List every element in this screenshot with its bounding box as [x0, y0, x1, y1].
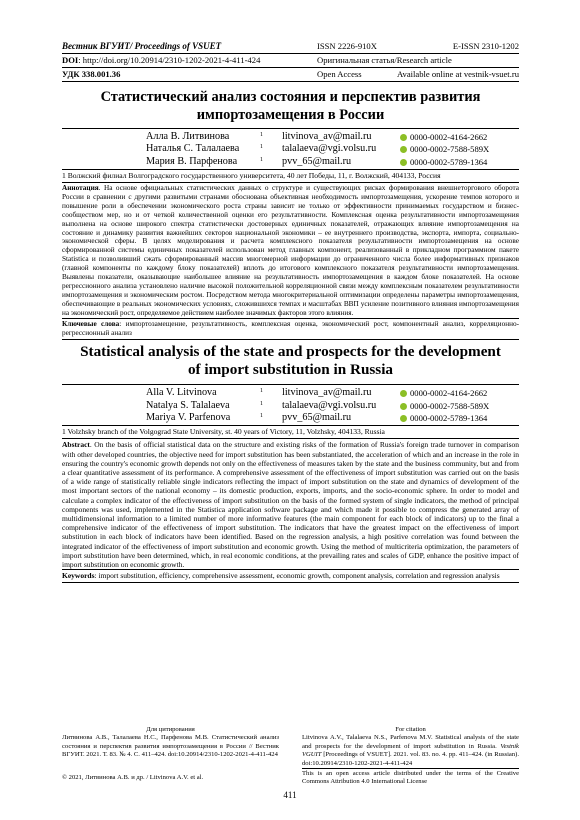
affiliation-en: 1 Volzhsky branch of the Volgograd State University, st. 40 years of Victory, 11, Volzhsky, 404133, Russia [62, 425, 519, 439]
author-affil-mark: 1 [260, 144, 263, 151]
open-access: Open Access [317, 69, 362, 79]
header-row-1 [62, 40, 519, 53]
title-rule [62, 128, 519, 129]
available-online[interactable]: Available online at vestnik-vsuet.ru [396, 69, 519, 79]
copyright: © 2021, Литвинова А.В. и др. / Litvinova A.V. et al. [62, 774, 204, 781]
author-name: Natalya S. Talalaeva [146, 399, 230, 411]
citation-text: Litvinova A.V., Talalaeva N.S., Parfenova M.V. Statistical analysis of the state and prospects for the development of import substitution in Russia. Vestnik VGUIT [Proceedings of VSUET]. 2021. vol. 83. no. 4. pp. 411–424. (in Russian). doi:10.20914/2310-1202-2021-4-411-424 [302, 734, 519, 767]
author-row [62, 412, 519, 424]
author-email[interactable]: talalaeva@vgi.volsu.ru [282, 143, 377, 155]
abstract-text: . На основе официальных статистических данных о структуре и существующих рисках формирования внешнеторгового оборота России в сравнении с другими развитыми странами обоснована объективная необходимость импортозамещения, ускорение темпов которого и повышение роли в обеспечении экономического роста страны зависит не только от эффективности принимаемых государством и бизнес-сообществом мер, но и от четкой количественной оценки его результативности. Комплексная оценка результативности импортозамещения выполнена на основе широкого спектра статистически достоверных единичных показателей, отражающих влияние импортозамещения на состояние и динамику развития важнейших секторов национальной экономики – ее внутреннего производства, экспорта, импорта, социально-экономической сферы. В целях моделирования и расчета комплексного показателя результативности импортозамещения на основе сформированной системы единичных показателей использован метод главных компонент, реализованный в прикладном программном пакете Statistica и позволивший сжать сформированный массив многомерной информации до ограниченного числа более информативных признаков (главной компоненты по каждому блоку показателей) вплоть до итогового комплексного показателя результативности импортозамещения. Выявлены показатели, оказывающие наибольшее влияние на результативность импортозамещения в каждом блоке показателей. На основе регрессионного анализа установлено наличие высокой положительной корреляционной связи между комплексным показателем результативности импортозамещения и экономическим ростом. Посредством метода многокритериальной оптимизации определены параметры импортозамещения, обеспечивающие в реальных экономических условиях, сложившихся темпах и масштабах ВВП усиление позитивного влияния импортозамещения на экономический рост, определяемое действием наиболее значимых факторов этого влияния. [62, 184, 519, 317]
citation-text: Литвинова А.В., Талалаева Н.С., Парфенова М.В. Статистический анализ состояния и перспектив развития импортозамещения в России // Вестник ВГУИТ. 2021. Т. 83. № 4. С. 411–424. doi:10.20914/2310-1202-2021-4-411-424 [62, 734, 279, 759]
keywords-en [62, 569, 519, 583]
abstract-label: Abstract [62, 440, 90, 450]
author-name: Мария В. Парфенова [146, 155, 238, 167]
keywords-label: Keywords [62, 571, 95, 581]
orcid-icon [400, 146, 407, 153]
author-affil-mark: 1 [260, 400, 263, 407]
header-rule [62, 81, 519, 82]
doi-line: DOI: http://doi.org/10.20914/2310-1202-2021-4-411-424 [62, 55, 261, 65]
author-row [62, 131, 519, 143]
article-type: Оригинальная статья/Research article [317, 55, 452, 65]
author-email[interactable]: litvinova_av@mail.ru [282, 131, 372, 142]
citation-heading: For citation [395, 726, 426, 733]
author-name: Наталья С. Талалаева [146, 143, 240, 155]
author-affil-mark: 1 [260, 156, 263, 163]
udk: УДК 338.001.36 [62, 69, 121, 79]
keywords-text: : импортозамещение, результативность, комплексная оценка, экономический рост, компонентный анализ, корреляционно-регрессионный анализ [62, 319, 519, 337]
orcid-icon [400, 390, 407, 397]
author-orcid[interactable]: 0000-0002-5789-1364 [400, 412, 487, 424]
abstract-ru [62, 184, 519, 318]
author-orcid[interactable]: 0000-0002-7588-589X [400, 400, 489, 412]
header-row-3 [62, 68, 519, 81]
title-ru: Статистический анализ состояния и перспектив развития импортозамещения в России [100, 89, 481, 123]
orcid-icon [400, 415, 407, 422]
keywords-label: Ключевые слова [62, 319, 120, 328]
license-note[interactable]: This is an open access article distributed under the terms of the Creative Commons Attribution 4.0 International License [302, 770, 519, 786]
abstract-label: Аннотация [62, 184, 99, 192]
eissn: E-ISSN 2310-1202 [452, 41, 519, 51]
author-orcid[interactable]: 0000-0002-7588-589X [400, 143, 489, 155]
author-email[interactable]: pvv_65@mail.ru [282, 412, 352, 424]
author-name: Алла В. Литвинова [146, 131, 230, 142]
author-row [62, 400, 519, 412]
author-orcid[interactable]: 0000-0002-4164-2662 [400, 387, 487, 399]
issn: ISSN 2226-910X [317, 41, 377, 51]
author-name: Mariya V. Parfenova [146, 412, 231, 424]
citation-en [302, 726, 519, 768]
author-row [62, 156, 519, 168]
title-rule [62, 384, 519, 385]
author-name: Alla V. Litvinova [146, 387, 217, 399]
doi-link[interactable]: : http://doi.org/10.20914/2310-1202-2021-4-411-424 [78, 55, 261, 65]
page-number: 411 [283, 790, 297, 800]
author-email[interactable]: talalaeva@vgi.volsu.ru [282, 399, 377, 411]
author-row [62, 387, 519, 399]
author-affil-mark: 1 [260, 132, 263, 138]
header-row-2 [62, 54, 519, 67]
author-email[interactable]: pvv_65@mail.ru [282, 155, 352, 167]
orcid-icon [400, 134, 407, 141]
authors-en [62, 387, 519, 425]
author-affil-mark: 1 [260, 388, 263, 395]
orcid-icon [400, 403, 407, 410]
article-page [62, 40, 519, 583]
keywords-text: : import substitution, efficiency, comprehensive assessment, economic growth, component analysis, correlation and regression analysis [94, 571, 500, 581]
citation-ru [62, 726, 279, 760]
author-email[interactable]: litvinova_av@mail.ru [282, 387, 372, 399]
authors-ru [62, 131, 519, 169]
keywords-ru [62, 318, 519, 341]
abstract-text: . On the basis of official statistical data on the structure and existing risks of the formation of Russia's foreign trade turnover in comparison with other developed countries, the objective need for import substitution has been substantiated, the acceleration of which and an increase in the role in ensuring the country's economic growth depends not only on the effectiveness of measures taken by the state and the business community, but and from a clear quantitative assessment of its performance. A comprehensive assessment of the effectiveness of import substitution was carried out on the basis of a wide range of statistically reliable single indicators reflecting the impact of import substitution on the state and dynamics of development of the most important sectors of the national economy – its domestic production, exports, imports, and the socio-economic sphere. In order to model and calculate a complex indicator of the effectiveness of import substitution on the basis of the formed system of single indicators, the method of principal components was used, implemented in the Statistica application software package and which made it possible to compress the generated array of multidimensional information to a limited number of more informative features (the main component for each block of indicators) up to the final a comprehensive indicator of the effectiveness of import substitution. The indicators that have the greatest impact on the effectiveness of import substitution in each block of indicators have been identified. Based on the regression analysis, a high positive correlation was found between the integrated indicator of the effectiveness of import substitution and economic growth. Using the method of multicriteria optimization, the parameters of import substitution have been determined, which, in real economic conditions, at the prevailing rates and scales of GDP, enhance the positive impact of import substitution on economic growth. [62, 440, 519, 570]
author-row [62, 143, 519, 155]
orcid-icon [400, 159, 407, 166]
author-orcid[interactable]: 0000-0002-4164-2662 [400, 131, 487, 143]
citation-heading: Для цитирования [146, 726, 195, 733]
abstract-en [62, 440, 519, 569]
author-orcid[interactable]: 0000-0002-5789-1364 [400, 156, 487, 168]
title-en: Statistical analysis of the state and prospects for the development of import substitution in Russia [80, 343, 501, 379]
journal-name: Вестник ВГУИТ/ Proceedings of VSUET [62, 41, 222, 51]
affiliation-ru: 1 Волжский филиал Волгоградского государственного университета, 40 лет Победы, 11, г. Волжский, 404133, Россия [62, 169, 519, 183]
author-affil-mark: 1 [260, 413, 263, 420]
